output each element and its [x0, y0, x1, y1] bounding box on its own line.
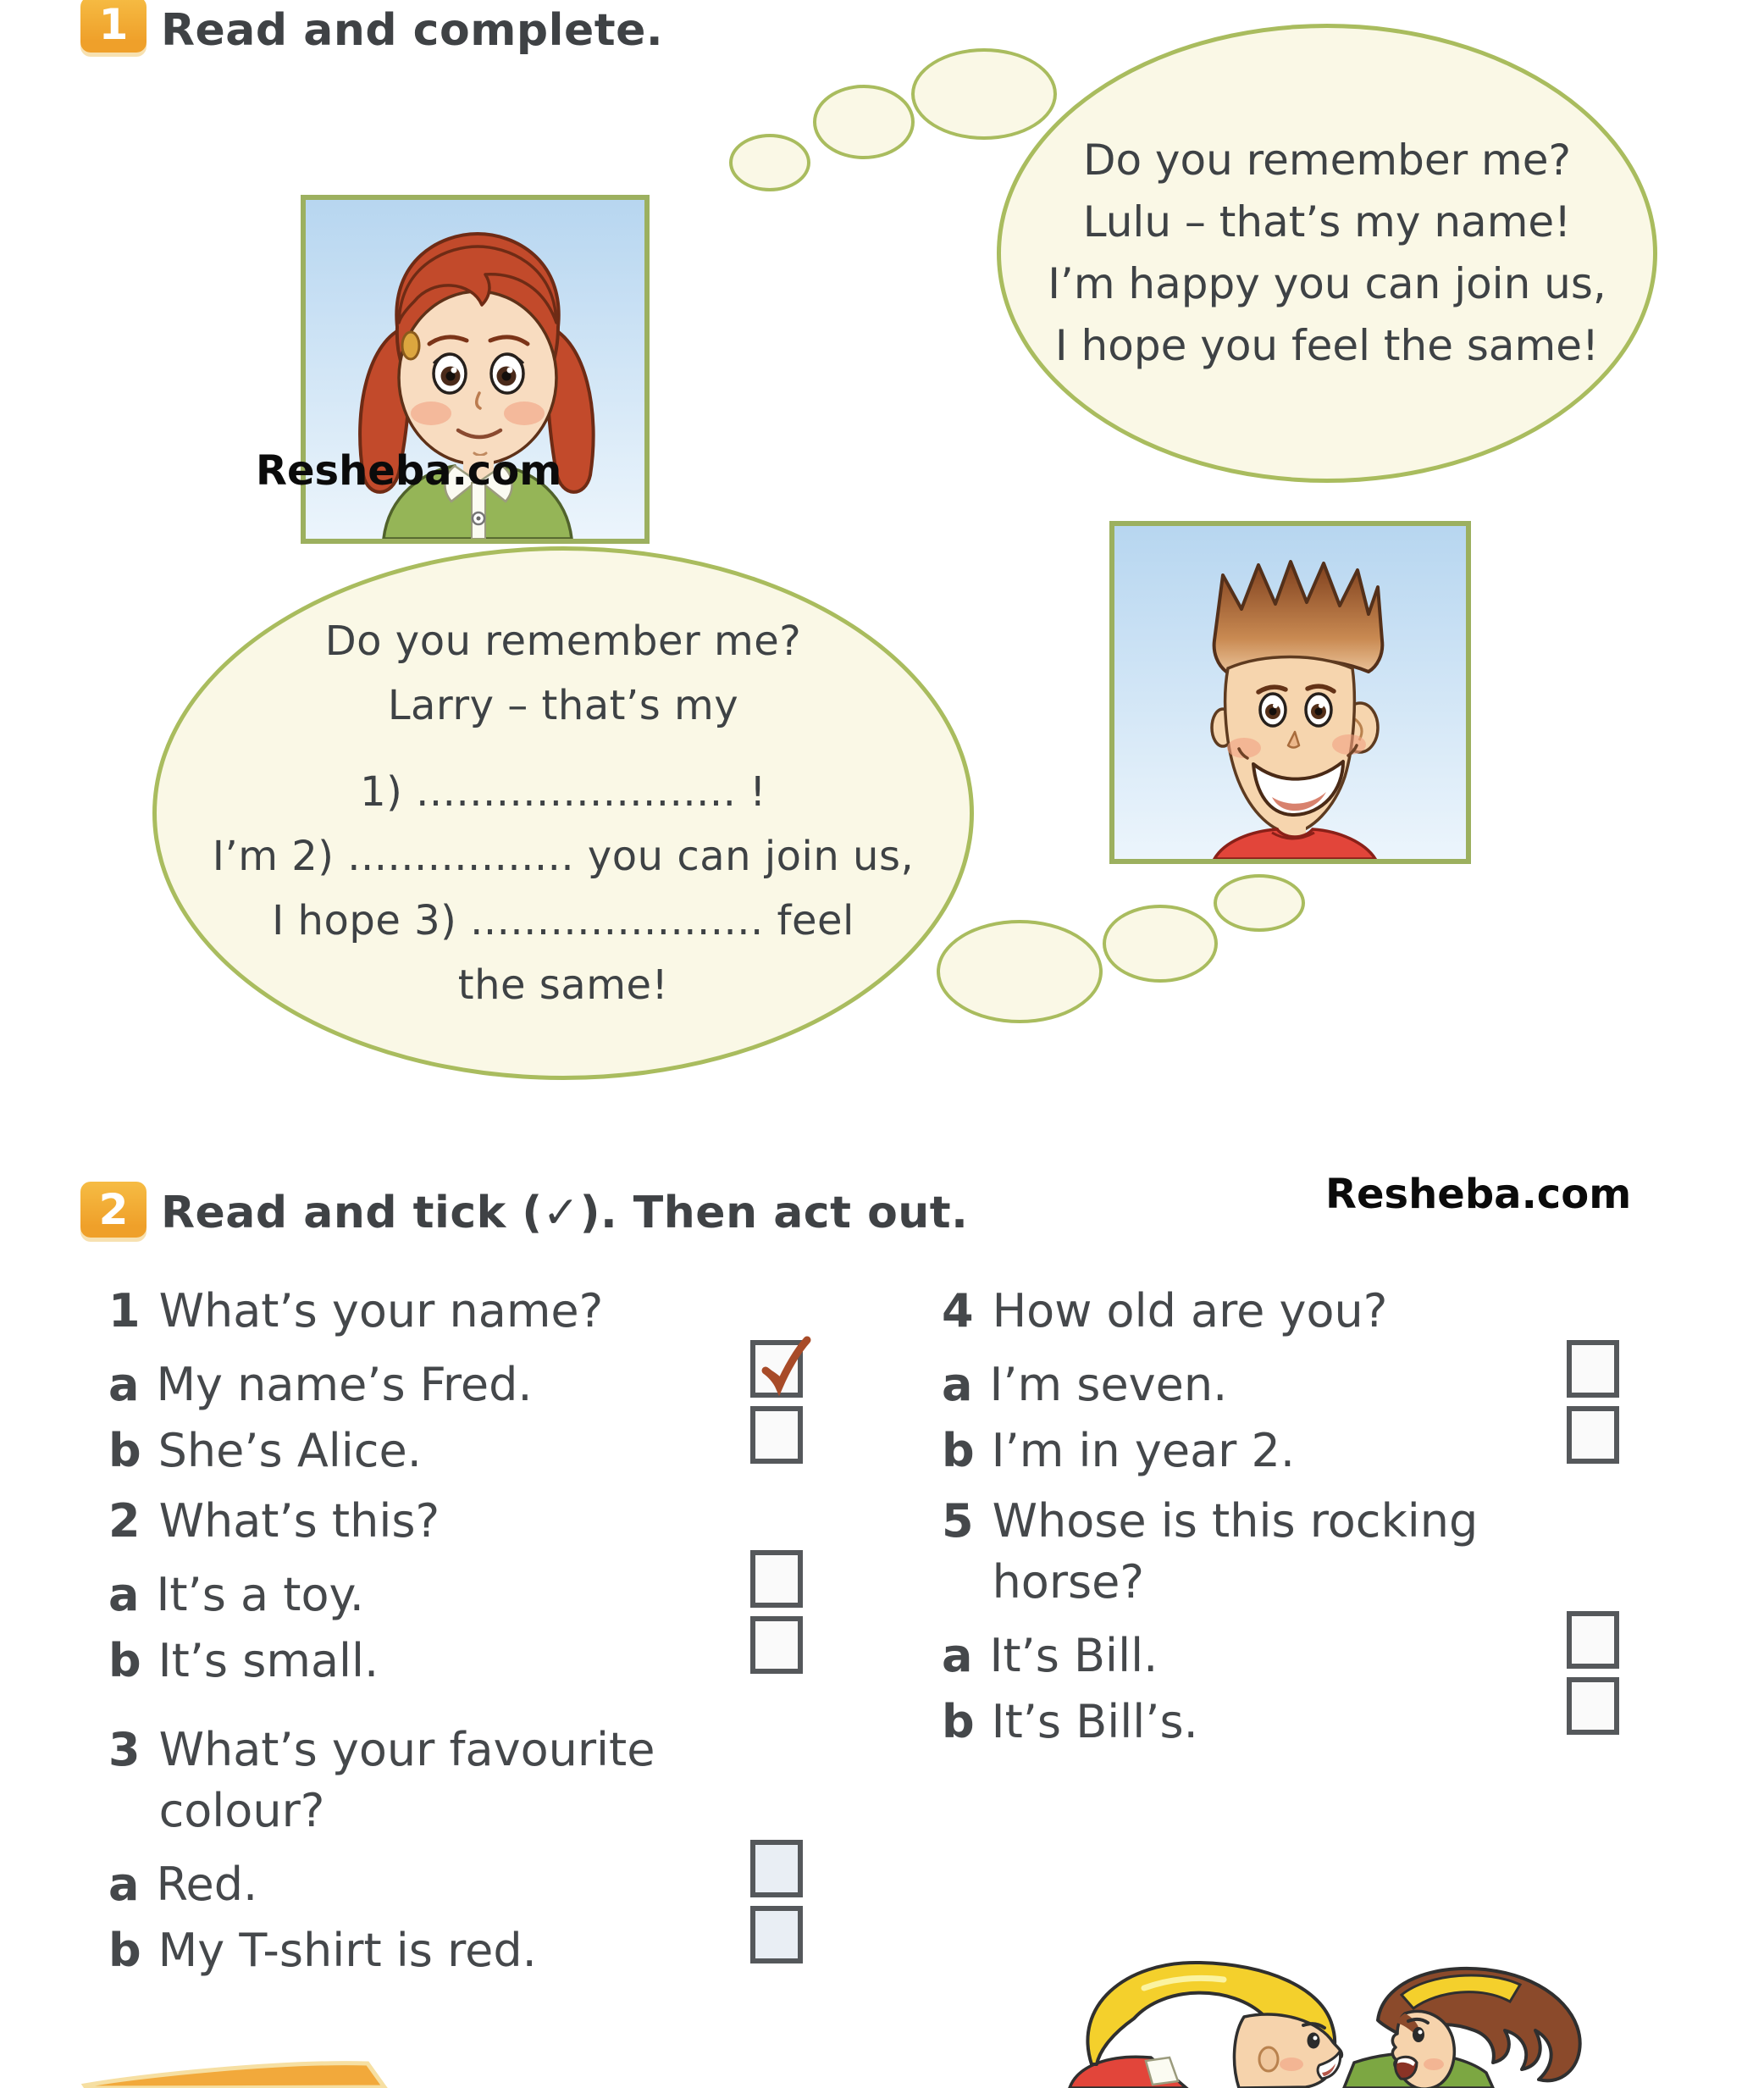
answer-checkbox[interactable]	[1567, 1677, 1619, 1735]
question-1	[108, 1281, 803, 1484]
question-text: What’s this?	[158, 1494, 440, 1548]
boy-portrait-illustration	[1114, 526, 1466, 859]
answer-checkbox[interactable]	[750, 1550, 803, 1608]
tick-icon	[755, 1333, 813, 1398]
option-text: My name’s Fred.	[156, 1358, 533, 1411]
question-5	[942, 1491, 1619, 1755]
watermark-resheba: Resheba.com	[256, 447, 562, 495]
answer-checkbox[interactable]	[1567, 1611, 1619, 1669]
exercise1-badge	[80, 0, 147, 53]
question-heading	[108, 1720, 803, 1842]
option-text: I’m in year 2.	[991, 1424, 1296, 1477]
question-heading	[942, 1281, 1619, 1342]
option-row	[942, 1352, 1619, 1418]
question-heading	[108, 1491, 803, 1552]
option-row	[108, 1562, 803, 1628]
larry-speech-bubble	[152, 546, 974, 1080]
thought-dot-medium	[1103, 905, 1218, 983]
option-letter: b	[108, 1634, 141, 1687]
answer-checkbox[interactable]	[750, 1840, 803, 1897]
bubble-line: I’m happy you can join us,	[1048, 259, 1606, 308]
question-text: What’s your favourite colour?	[158, 1723, 655, 1837]
option-row	[942, 1623, 1619, 1689]
question-number: 2	[108, 1494, 141, 1548]
option-text: It’s Bill’s.	[991, 1695, 1198, 1748]
question-heading	[942, 1491, 1619, 1613]
option-row	[942, 1418, 1619, 1484]
option-letter: b	[108, 1424, 141, 1477]
boy-portrait-frame	[1109, 521, 1471, 864]
thought-dot-medium	[813, 85, 915, 159]
orange-banner	[81, 2057, 390, 2088]
option-row	[108, 1418, 803, 1484]
option-letter: a	[108, 1568, 140, 1621]
exercise2-title: Read and tick (✓). Then act out.	[161, 1188, 969, 1238]
question-number: 1	[108, 1284, 141, 1338]
option-letter: b	[942, 1424, 975, 1477]
option-letter: b	[108, 1924, 141, 1977]
question-3	[108, 1720, 803, 1984]
answer-checkbox[interactable]	[1567, 1406, 1619, 1464]
bubble-line: the same!	[457, 961, 669, 1009]
answer-checkbox[interactable]	[750, 1406, 803, 1464]
orange-banner-shape	[81, 2057, 390, 2088]
question-heading	[108, 1281, 803, 1342]
question-number: 3	[108, 1723, 141, 1776]
option-row	[108, 1628, 803, 1694]
watermark-resheba: Resheba.com	[1325, 1171, 1632, 1218]
question-number: 4	[942, 1284, 974, 1338]
question-text: How old are you?	[992, 1284, 1388, 1338]
option-row	[942, 1689, 1619, 1755]
option-text: It’s Bill.	[989, 1629, 1158, 1682]
exercise2-badge	[80, 1182, 147, 1238]
option-row	[108, 1852, 803, 1918]
option-letter: b	[942, 1695, 975, 1748]
answer-checkbox[interactable]	[750, 1616, 803, 1674]
exercise2-number: 2	[98, 1185, 129, 1234]
question-number: 5	[942, 1494, 974, 1548]
exercise1-title: Read and complete.	[161, 5, 664, 56]
answer-checkbox[interactable]	[750, 1340, 803, 1398]
option-text: It’s small.	[158, 1634, 379, 1687]
question-text: What’s your name?	[158, 1284, 604, 1338]
bubble-line: Lulu – that’s my name!	[1082, 197, 1572, 246]
bubble-line: Do you remember me?	[1082, 136, 1572, 185]
option-text: She’s Alice.	[158, 1424, 422, 1477]
exercise1-number: 1	[98, 0, 129, 49]
option-row	[108, 1918, 803, 1984]
bubble-line: Larry – that’s my	[387, 682, 739, 729]
option-letter: a	[108, 1858, 140, 1911]
thought-dot-small	[1214, 874, 1305, 932]
bubble-line-blank-1: 1) ........................ !	[360, 768, 766, 816]
answer-checkbox[interactable]	[1567, 1340, 1619, 1398]
option-letter: a	[942, 1629, 973, 1682]
option-text: Red.	[156, 1858, 258, 1911]
thought-dot-small	[729, 134, 810, 191]
option-letter: a	[108, 1358, 140, 1411]
thought-dot-large	[911, 48, 1057, 140]
option-text: It’s a toy.	[156, 1568, 364, 1621]
bubble-line: Do you remember me?	[324, 618, 802, 665]
option-text: I’m seven.	[989, 1358, 1228, 1411]
lulu-speech-bubble	[997, 24, 1657, 483]
question-2	[108, 1491, 803, 1694]
option-text: My T-shirt is red.	[158, 1924, 537, 1977]
option-letter: a	[942, 1358, 973, 1411]
boy-and-girl-talking	[1063, 1936, 1605, 2088]
bubble-line: I hope you feel the same!	[1054, 321, 1600, 370]
bubble-line-blank-3: I hope 3) ...................... feel	[272, 897, 854, 944]
question-4	[942, 1281, 1619, 1484]
question-text: Whose is this rocking horse?	[992, 1494, 1479, 1609]
option-row	[108, 1352, 803, 1418]
answer-checkbox[interactable]	[750, 1906, 803, 1963]
talking-kids-illustration	[1063, 1936, 1605, 2088]
bubble-line-blank-2: I’m 2) ................. you can join us,	[212, 833, 915, 880]
